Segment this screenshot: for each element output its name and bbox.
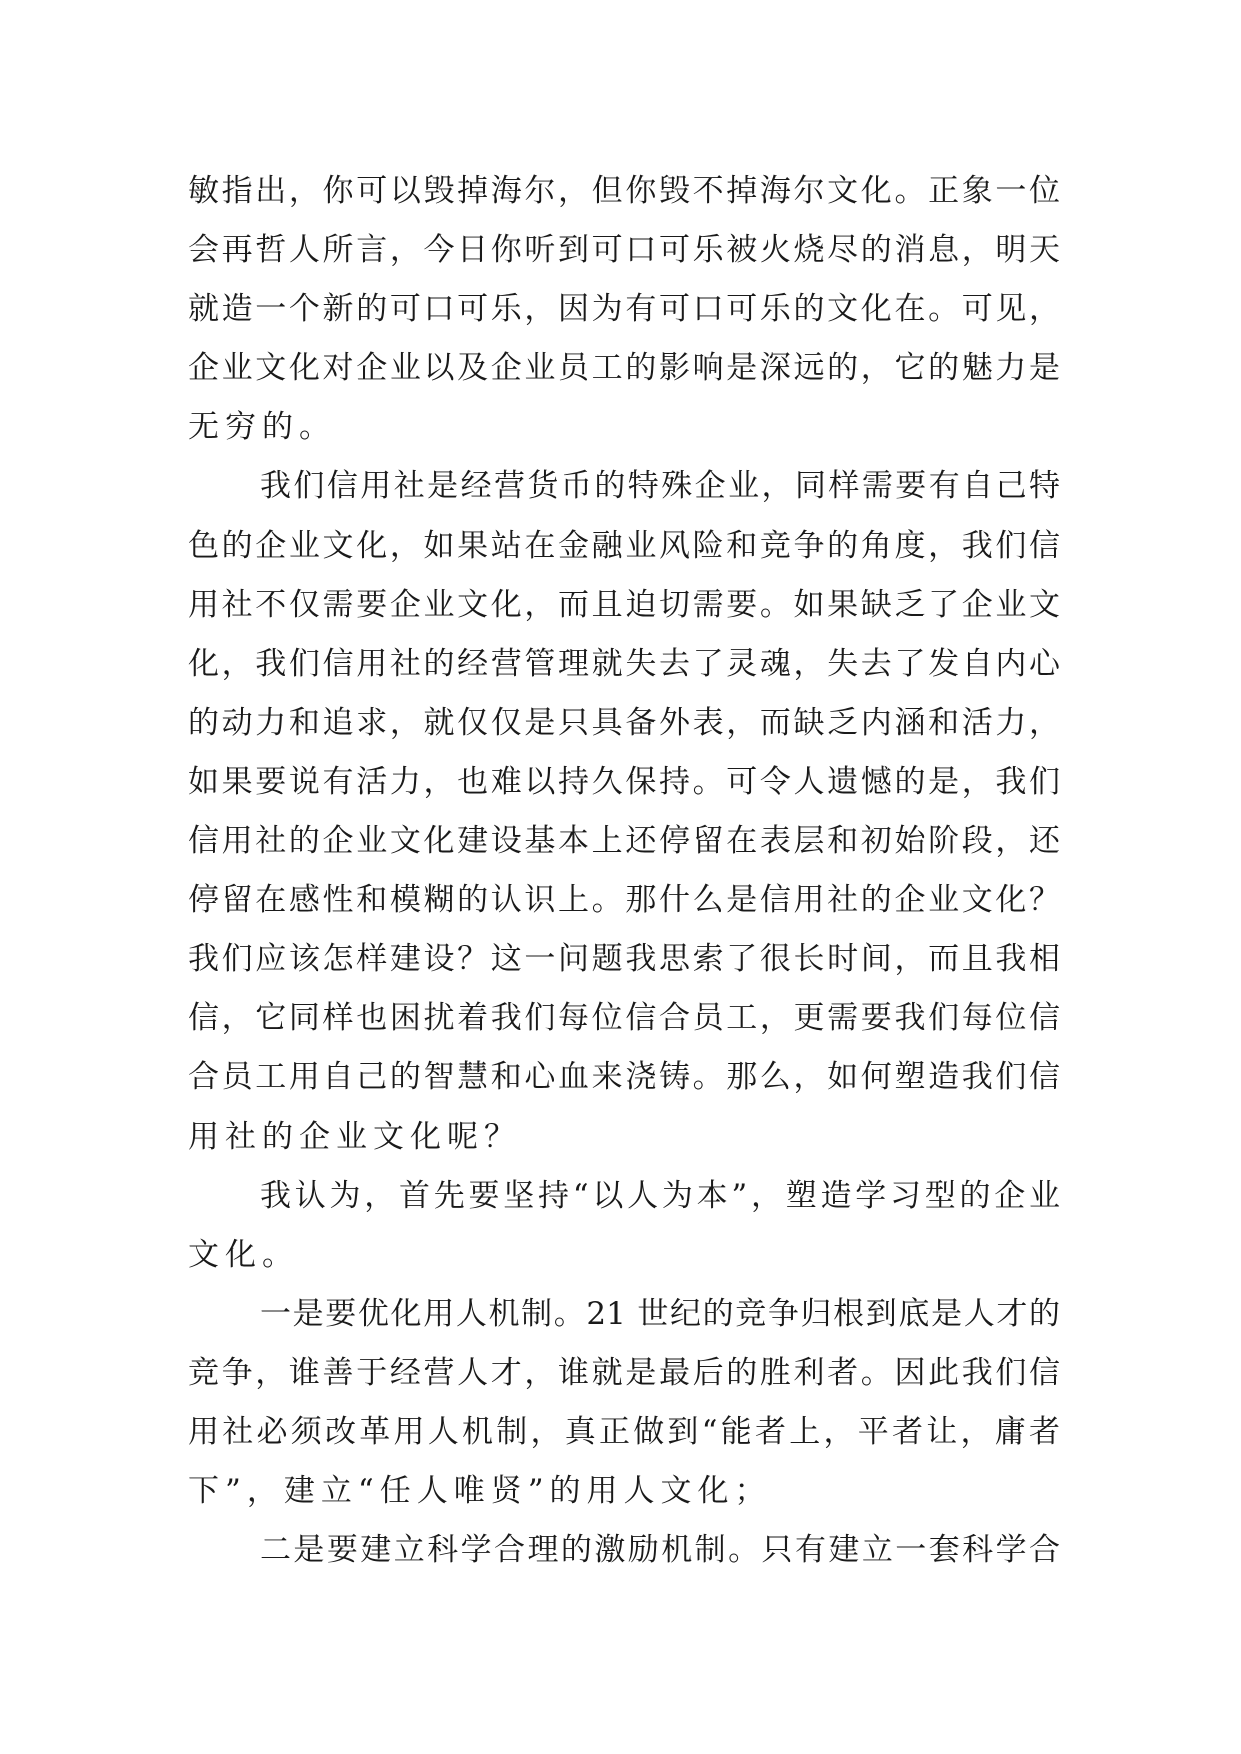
text-line: 竞争，谁善于经营人才，谁就是最后的胜利者。因此我们信 (188, 1354, 1060, 1391)
text-line: 用社必须改革用人机制，真正做到“能者上，平者让，庸者 (188, 1413, 1060, 1450)
text-line: 无穷的。 (188, 409, 336, 446)
paragraph-first-line: 一是要优化用人机制。21 世纪的竞争归根到底是人才的 (260, 1295, 1060, 1332)
text-line: 我们应该怎样建设？这一问题我思索了很长时间，而且我相 (188, 941, 1060, 978)
text-line: 停留在感性和模糊的认识上。那什么是信用社的企业文化？ (188, 882, 1060, 919)
text-line: 合员工用自己的智慧和心血来浇铸。那么，如何塑造我们信 (188, 1059, 1060, 1096)
text-line: 文化。 (188, 1236, 299, 1273)
text-line: 信，它同样也困扰着我们每位信合员工，更需要我们每位信 (188, 1000, 1060, 1037)
text-line: 用社不仅需要企业文化，而且迫切需要。如果缺乏了企业文 (188, 586, 1060, 623)
text-line: 敏指出，你可以毁掉海尔，但你毁不掉海尔文化。正象一位 (188, 173, 1060, 209)
paragraph-first-line: 二是要建立科学合理的激励机制。只有建立一套科学合 (260, 1532, 1060, 1569)
text-line: 企业文化对企业以及企业员工的影响是深远的，它的魅力是 (188, 350, 1060, 387)
paragraph-first-line: 我们信用社是经营货币的特殊企业，同样需要有自己特 (260, 468, 1060, 505)
text-line: 化，我们信用社的经营管理就失去了灵魂，失去了发自内心 (188, 645, 1060, 682)
text-line: 色的企业文化，如果站在金融业风险和竞争的角度，我们信 (188, 527, 1060, 564)
document-body (188, 162, 1060, 1580)
text-line: 用社的企业文化呢？ (188, 1118, 521, 1155)
text-line: 信用社的企业文化建设基本上还停留在表层和初始阶段，还 (188, 823, 1060, 860)
text-line: 如果要说有活力，也难以持久保持。可令人遗憾的是，我们 (188, 763, 1060, 800)
text-line: 就造一个新的可口可乐，因为有可口可乐的文化在。可见， (188, 291, 1060, 328)
text-line: 下”，建立“任人唯贤”的用人文化； (188, 1473, 772, 1510)
text-line: 的动力和追求，就仅仅是只具备外表，而缺乏内涵和活力， (188, 704, 1060, 741)
text-line: 会再哲人所言，今日你听到可口可乐被火烧尽的消息，明天 (188, 232, 1060, 269)
paragraph-first-line: 我认为，首先要坚持“以人为本”，塑造学习型的企业 (260, 1177, 1060, 1214)
